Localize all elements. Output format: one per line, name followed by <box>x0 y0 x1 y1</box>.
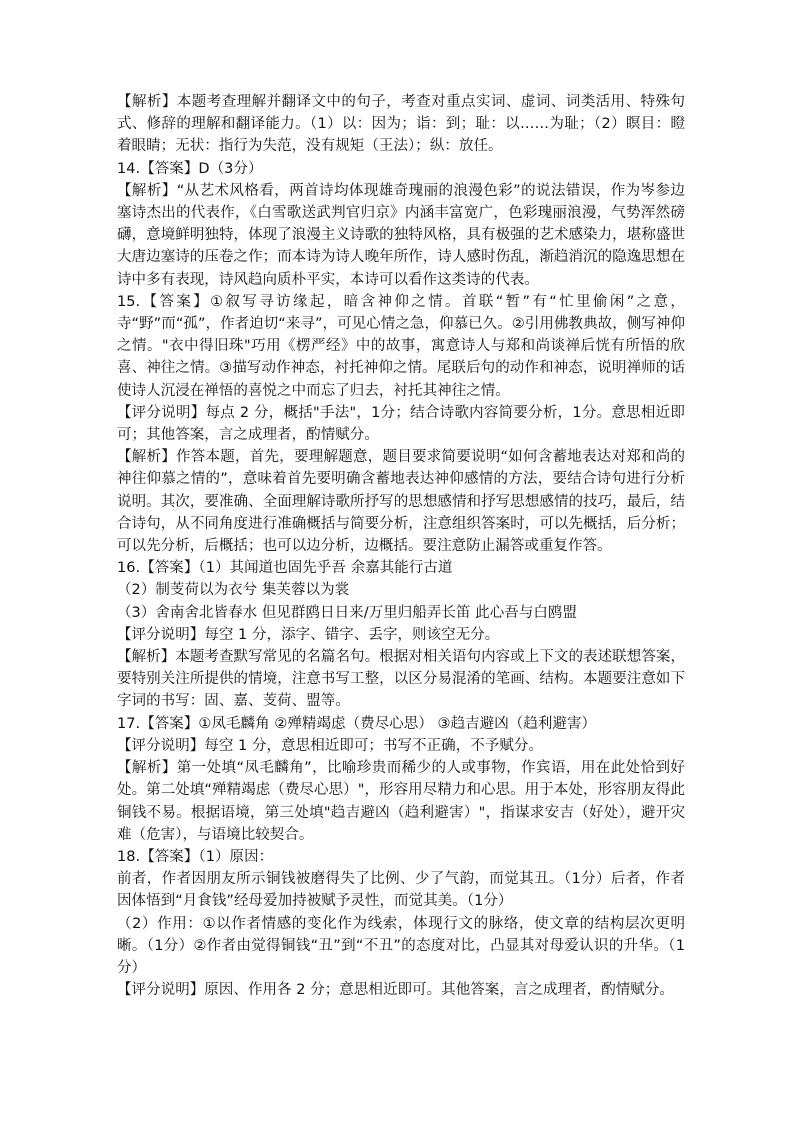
answer-16-part3: （3）舍南舍北皆春水 但见群鸥日日来/万里归船弄长笛 此心吾与白鸥盟 <box>117 604 578 621</box>
analysis-15: 【解析】作答本题，首先，要理解题意，题目要求简要说明“如何含蓄地表达对郑和尚的神往仰慕之情的”，意味着首先要明确含蓄地表达神仰感情的方法，要结合诗句进行分析说明。其次，要准确、全面理解诗歌所抒写的思想感情和抒写思想感情的技巧，最后，结合诗句，从不同角度进行准确概括与简要分析，注意组织答案时，可以先概括，后分析；可以先分析，后概括；也可以边分析，边概括。要注意防止漏答或重复作答。 <box>117 449 685 555</box>
answer-17: 17.【答案】①凤毛麟角 ②殚精竭虑（费尽心思） ③趋吉避凶（趋利避害） <box>117 715 597 732</box>
scoring-18: 【评分说明】原因、作用各 2 分；意思相近即可。其他答案，言之成理者，酌情赋分。 <box>117 982 674 999</box>
answer-18-heading: 18.【答案】（1）原因： <box>117 848 274 865</box>
analysis-16: 【解析】本题考查默写常见的名篇名句。根据对相关语句内容或上下文的表述联想答案，要特别关注所提供的情境，注意书写工整，以区分易混淆的笔画、结构。本题要注意如下字词的书写：固、嘉、芰荷、盟等。 <box>117 649 685 710</box>
answer-15: 15.【答案】①叙写寻访缘起，暗含神仰之情。首联“暂”有“忙里偷闲”之意，寺“野”而“孤”，作者迫切“来寻”，可见心情之急，仰慕已久。②引用佛教典故，侧写神仰之情。"衣中得旧珠"巧用《楞严经》中的故事，寓意诗人与郑和尚谈禅后恍有所悟的欣喜、神往之情。③描写动作神态，衬托神仰之情。尾联后句的动作和神态，说明禅师的话使诗人沉浸在禅悟的喜悦之中而忘了归去，衬托其神往之情。 <box>117 293 685 399</box>
scoring-16: 【评分说明】每空 1 分，添字、错字、丢字，则该空无分。 <box>117 626 500 643</box>
answer-18-reason: 前者，作者因朋友所示铜钱被磨得失了比例、少了气韵，而觉其丑。（1分）后者，作者因体悟到“月食钱”经母爱加持被赋予灵性，而觉其美。（1分） <box>117 871 685 910</box>
answer-16-part2: （2）制芰荷以为衣兮 集芙蓉以为裳 <box>117 582 350 599</box>
answer-14: 14.【答案】D（3分） <box>117 160 263 177</box>
analysis-13: 【解析】本题考查理解并翻译文中的句子，考查对重点实词、虚词、词类活用、特殊句式、修辞的理解和翻译能力。（1）以：因为；诣：到；耻：以……为耻；（2）瞑目：瞪着眼睛；无状：指行为失范，没有规矩（王法）；纵：放任。 <box>117 94 685 155</box>
answer-18-function: （2）作用：①以作者情感的变化作为线索，体现行文的脉络，使文章的结构层次更明晰。（1分）②作者由觉得铜钱“丑”到“不丑”的态度对比，凸显其对母爱认识的升华。（1分） <box>117 915 685 976</box>
answer-16-part1: 16.【答案】（1）其闻道也固先乎吾 余嘉其能行古道 <box>117 560 453 577</box>
analysis-17: 【解析】第一处填“凤毛麟角”，比喻珍贵而稀少的人或事物，作宾语，用在此处恰到好处。第二处填“殚精竭虑（费尽心思）"，形容用尽精力和心思。用于本处，形容朋友得此铜钱不易。根据语境，第三处填"趋吉避凶（趋利避害）"，指谋求安吉（好处），避开灾难（危害），与语境比较契合。 <box>117 760 685 843</box>
answer-key-page <box>117 91 685 1001</box>
scoring-15: 【评分说明】每点 2 分，概括"手法"，1分；结合诗歌内容简要分析，1分。意思相近即可；其他答案，言之成理者，酌情赋分。 <box>117 404 685 444</box>
scoring-17: 【评分说明】每空 1 分，意思相近即可；书写不正确，不予赋分。 <box>117 737 543 754</box>
analysis-14: 【解析】“从艺术风格看，两首诗均体现雄奇瑰丽的浪漫色彩”的说法错误，作为岑参边塞诗杰出的代表作，《白雪歌送武判官归京》内涵丰富宽广，色彩瑰丽浪漫，气势浑然磅礴，意境鲜明独特，体现了浪漫主义诗歌的独特风格，具有极强的艺术感染力，堪称盛世大唐边塞诗的压卷之作；而本诗为诗人晚年所作，诗人感时伤乱，渐趋消沉的隐逸思想在诗中多有表现，诗风趋向质朴平实，本诗可以看作这类诗的代表。 <box>117 182 685 288</box>
